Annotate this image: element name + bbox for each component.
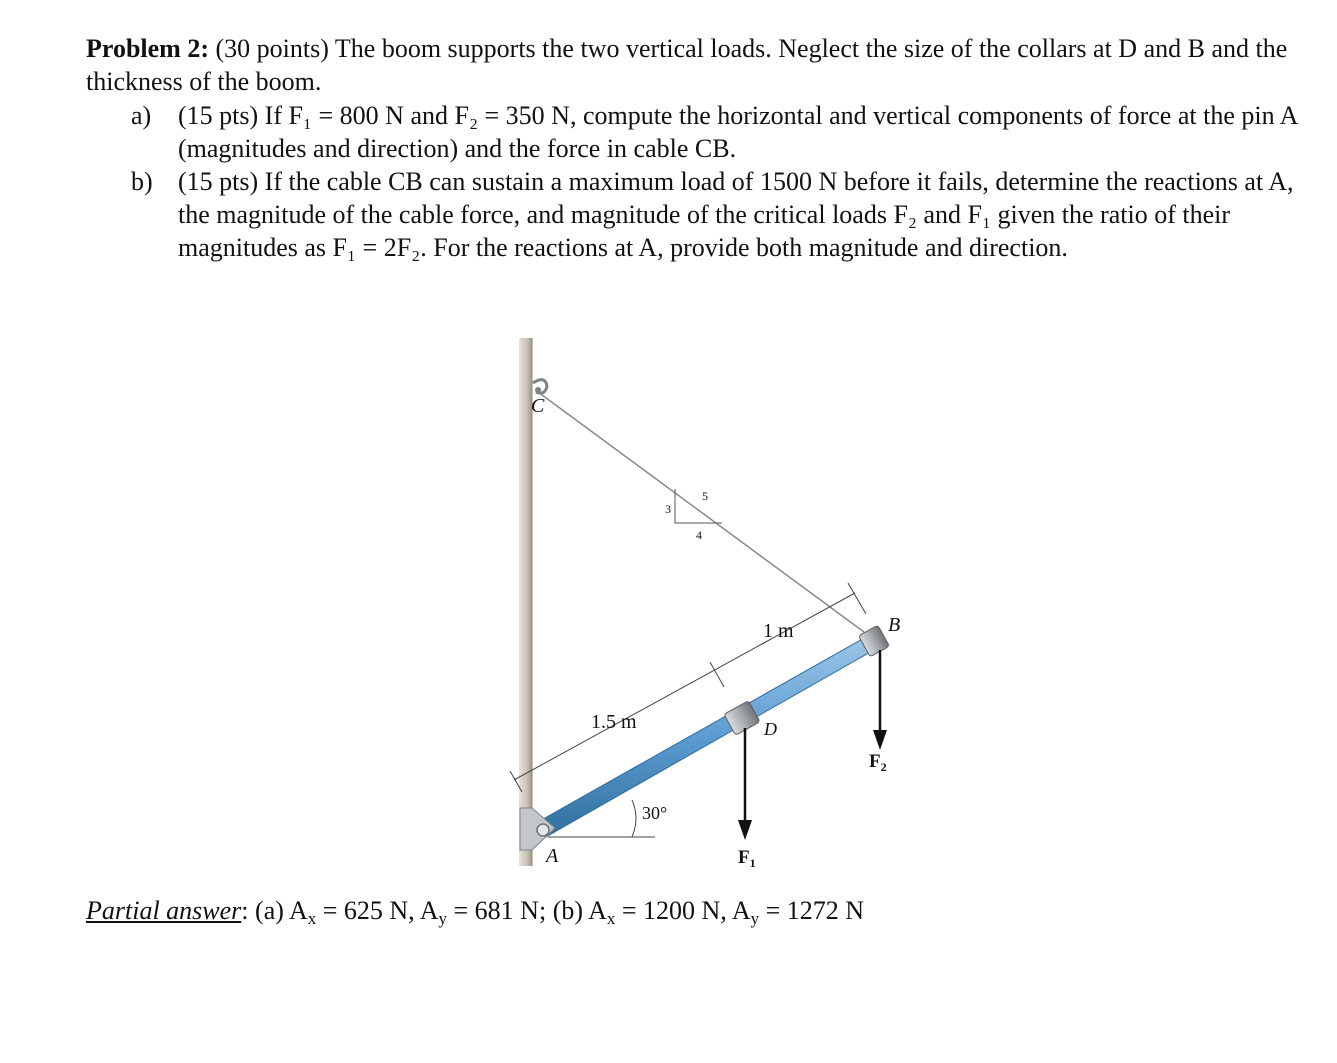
answer-b-mid: = 1200 N, A xyxy=(615,896,751,925)
part-b-label: b) xyxy=(131,167,153,196)
answer-a-mid: = 625 N, A xyxy=(316,896,439,925)
label-b: B xyxy=(888,614,901,636)
answer-a-end: = 681 N; xyxy=(447,896,553,925)
answer-b-y-sub: y xyxy=(750,909,760,928)
slope-triangle xyxy=(675,489,722,523)
answer-a-y-sub: y xyxy=(438,909,448,928)
label-c: C xyxy=(531,395,545,417)
label-f1 xyxy=(738,847,756,870)
partial-answer-label: Partial answer xyxy=(86,896,242,925)
label-slope-3: 3 xyxy=(665,502,671,516)
problem-intro xyxy=(86,32,1316,98)
label-f1-main: F xyxy=(738,847,750,868)
problem-parts xyxy=(86,99,1326,264)
part-b-text: (15 pts) If the cable CB can sustain a maximum load of 1500 N before it fails, determine the reactions at A, the magnitude of the cable force, and magnitude of the critical loads F₂ and F₁ given the ratio of their magnitudes as F₁ = 2F₂. For the reactions at A, provide both magnitude and direction. xyxy=(178,167,1294,262)
part-a xyxy=(86,99,1326,165)
label-1m: 1 m xyxy=(763,620,794,642)
problem-intro-text: (30 points) The boom supports the two vertical loads. Neglect the size of the collars at D and B and the thickness of the boom. xyxy=(86,34,1288,96)
label-d: D xyxy=(764,719,777,739)
label-f1-sub: 1 xyxy=(749,856,756,870)
pin-bracket-a xyxy=(520,808,555,850)
label-f2 xyxy=(869,751,887,774)
answer-b-x-sub: x xyxy=(606,909,616,928)
partial-answer-colon: : xyxy=(241,896,256,925)
label-slope-5: 5 xyxy=(702,489,708,503)
label-slope-4: 4 xyxy=(696,528,702,542)
answer-a-prefix: (a) A xyxy=(255,896,308,925)
wall xyxy=(519,338,532,866)
part-b xyxy=(86,165,1326,264)
label-angle: 30° xyxy=(642,803,668,823)
answer-b-prefix: (b) A xyxy=(552,896,607,925)
answer-b-end: = 1272 N xyxy=(759,896,865,925)
part-a-text: (15 pts) If F₁ = 800 N and F₂ = 350 N, compute the horizontal and vertical components of force at the pin A (magnitudes and direction) and the force in cable CB. xyxy=(178,101,1297,163)
label-f2-main: F xyxy=(869,751,881,772)
problem-statement xyxy=(86,32,1316,98)
problem-label: Problem 2: xyxy=(86,34,209,63)
force-arrow-f2 xyxy=(873,650,887,750)
partial-answer xyxy=(86,894,864,927)
part-a-label: a) xyxy=(131,101,152,130)
label-f2-sub: 2 xyxy=(880,760,887,774)
boom-diagram xyxy=(500,330,930,890)
force-arrow-f1 xyxy=(738,728,752,840)
label-a: A xyxy=(546,845,559,867)
label-1-5m: 1.5 m xyxy=(591,711,637,733)
dimension-lines xyxy=(510,583,866,792)
boom xyxy=(536,637,872,838)
cable-cb xyxy=(538,392,864,632)
answer-a-x-sub: x xyxy=(307,909,317,928)
hook-c xyxy=(533,380,547,394)
